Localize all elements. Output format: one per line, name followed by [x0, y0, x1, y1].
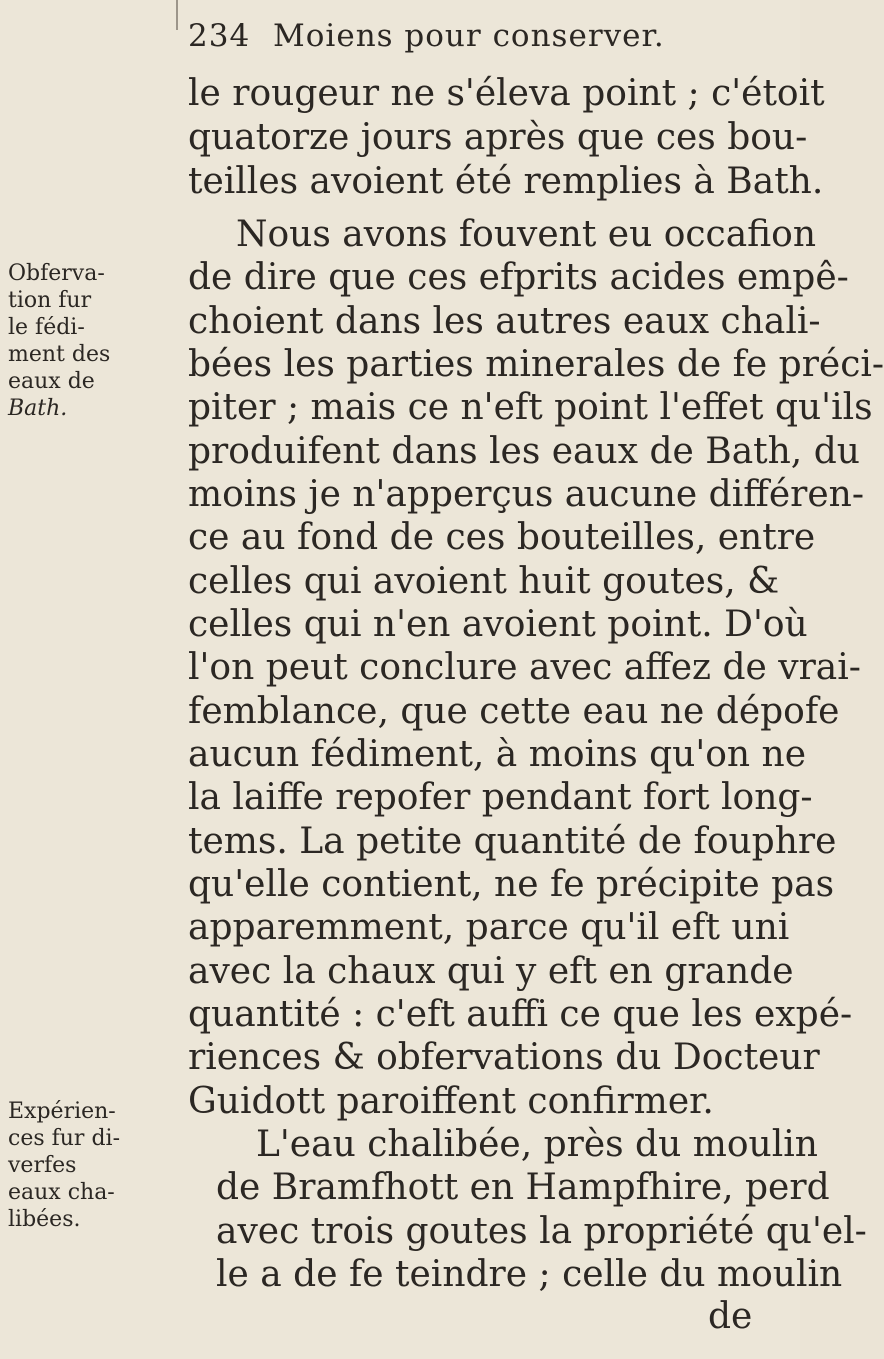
running-title: Moiens pour conserver. [273, 18, 665, 54]
body-line-19: qu'elle contient, ne fe précipite pas [188, 864, 835, 905]
body-line-5: de dire que ces efprits acides empê- [188, 257, 849, 298]
body-line-23: riences & obfervations du Docteur [188, 1037, 820, 1078]
margin-note-line: eaux cha- [8, 1180, 115, 1205]
body-line-26: de Bramfhott en Hampfhire, perd [216, 1167, 830, 1208]
margin-note-line: Obferva- [8, 261, 105, 286]
page-number: 234 [188, 18, 251, 54]
body-line-4: Nous avons fouvent eu occafion [236, 214, 817, 255]
body-line-17: la laiffe repofer pendant fort long- [188, 777, 813, 818]
body-line-7: bées les parties minerales de fe préci- [188, 344, 884, 385]
body-line-9: produifent dans les eaux de Bath, du [188, 431, 860, 472]
margin-note-line: tion fur [8, 288, 92, 313]
body-line-10: moins je n'apperçus aucune différen- [188, 474, 864, 515]
body-line-21: avec la chaux qui y eft en grande [188, 951, 794, 992]
body-line-13: celles qui n'en avoient point. D'où [188, 604, 808, 645]
gutter-mark [176, 0, 178, 30]
body-line-6: choient dans les autres eaux chali- [188, 301, 821, 342]
body-line-12: celles qui avoient huit goutes, & [188, 561, 780, 602]
page-header [188, 18, 665, 54]
body-line-2: quatorze jours après que ces bou- [188, 117, 808, 158]
margin-note-observation [8, 260, 178, 422]
margin-note-experiences [8, 1098, 178, 1233]
body-line-3: teilles avoient été remplies à Bath. [188, 161, 824, 202]
margin-note-line: verfes [8, 1153, 77, 1178]
body-line-11: ce au fond de ces bouteilles, entre [188, 517, 816, 558]
margin-note-line: libées. [8, 1207, 81, 1232]
body-line-22: quantité : c'eft auffi ce que les expé- [188, 994, 853, 1035]
margin-note-line: le fédi- [8, 315, 85, 340]
margin-note-line: eaux de [8, 369, 95, 394]
margin-note-line: Bath. [8, 396, 68, 421]
body-line-27: avec trois goutes la propriété qu'el- [216, 1211, 867, 1252]
body-line-8: piter ; mais ce n'eft point l'effet qu'ils [188, 387, 873, 428]
margin-note-line: ment des [8, 342, 111, 367]
body-line-14: l'on peut conclure avec affez de vrai- [188, 647, 861, 688]
body-line-16: aucun fédiment, à moins qu'on ne [188, 734, 807, 775]
margin-note-line: Expérien- [8, 1099, 116, 1124]
body-line-20: apparemment, parce qu'il eft uni [188, 907, 790, 948]
body-line-24: Guidott paroiffent confirmer. [188, 1081, 714, 1122]
body-line-25: L'eau chalibée, près du moulin [256, 1124, 818, 1165]
margin-note-line: ces fur di- [8, 1126, 120, 1151]
catchword: de [708, 1296, 753, 1337]
body-line-18: tems. La petite quantité de fouphre [188, 821, 837, 862]
body-line-1: le rougeur ne s'éleva point ; c'étoit [188, 73, 825, 114]
body-line-15: femblance, que cette eau ne dépofe [188, 691, 840, 732]
body-line-28: le a de fe teindre ; celle du moulin [216, 1254, 843, 1295]
